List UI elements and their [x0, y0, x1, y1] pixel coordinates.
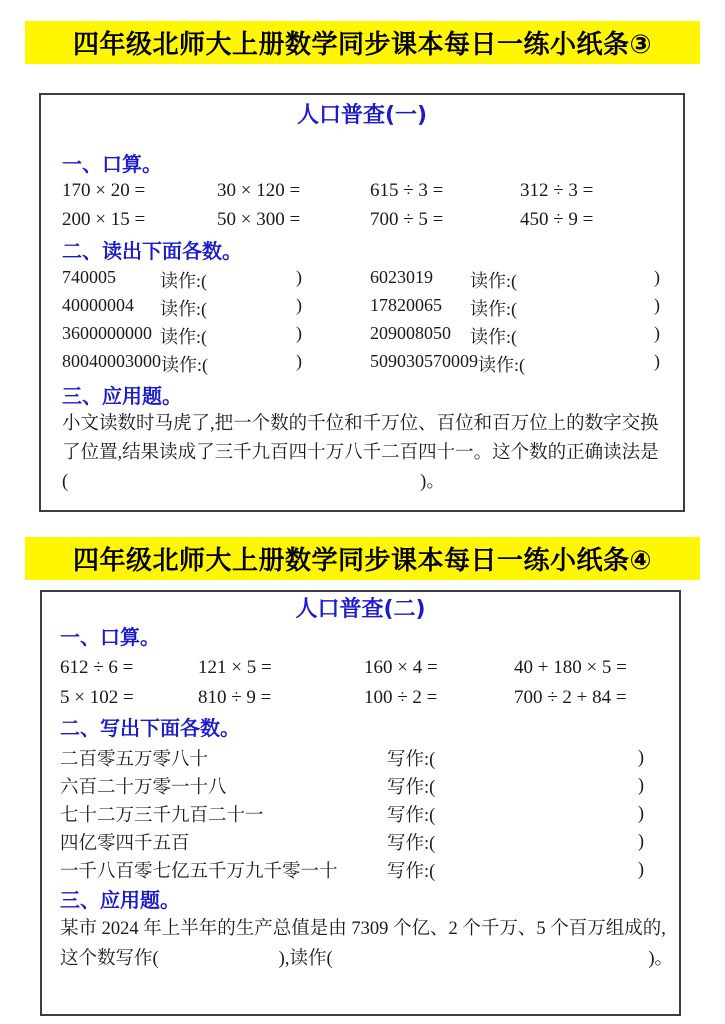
answer-blank	[60, 944, 673, 974]
oral-problem: 50 × 300 =	[217, 208, 301, 230]
worksheet-2-title: 人口普查(二)	[295, 597, 426, 622]
read-label: 读作:(	[161, 355, 208, 375]
oral-problem: 121 × 5 =	[198, 657, 272, 678]
write-row	[60, 856, 644, 884]
read-label: 读作:(	[160, 299, 207, 319]
worksheet-1-title: 人口普查(一)	[296, 103, 428, 128]
word-problem-line: 某市 2024 年上半年的生产总值是由 7309 个亿、2 个千万、5 个百万组成的,	[60, 919, 666, 939]
write-label: 写作:(	[387, 806, 436, 826]
banner-slip-3-text: 四年级北师大上册数学同步课本每日一练小纸条③	[72, 30, 652, 60]
section-heading-oral-1: 一、口算。	[62, 152, 162, 176]
number-to-read: 80040003000	[62, 351, 161, 371]
close-paren: )	[296, 295, 302, 315]
answer-blank	[62, 468, 677, 497]
word-problem-2	[60, 914, 673, 974]
worksheet-2	[40, 590, 681, 1016]
section-heading-oral-2: 一、口算。	[60, 625, 160, 649]
number-in-words: 六百二十万零一十八	[60, 778, 227, 798]
write-label: 写作:(	[387, 834, 436, 854]
number-to-read: 209008050	[370, 323, 451, 343]
section-heading-read: 二、读出下面各数。	[62, 239, 242, 263]
oral-problem: 30 × 120 =	[217, 179, 301, 201]
close-paren: )	[654, 351, 660, 371]
word-problem-line: 小文读数时马虎了,把一个数的千位和千万位、百位和百万位上的数字交换	[62, 414, 659, 434]
number-to-read: 509030570009	[370, 351, 478, 371]
number-to-read: 3600000000	[62, 323, 152, 343]
read-label: 读作:(	[478, 355, 525, 375]
number-to-read: 740005	[62, 267, 116, 287]
close-paren: )	[296, 323, 302, 343]
write-label: 写作:(	[387, 778, 436, 798]
banner-slip-4	[25, 537, 700, 580]
read-row	[62, 322, 660, 350]
read-label: 读作:(	[160, 327, 207, 347]
number-to-read: 40000004	[62, 295, 134, 315]
section-heading-word-2: 三、应用题。	[60, 888, 180, 912]
read-label: 读作:(	[470, 271, 517, 291]
oral-problem: 40 + 180 × 5 =	[514, 657, 627, 678]
oral-problem: 615 ÷ 3 =	[370, 179, 444, 201]
number-in-words: 四亿零四千五百	[60, 834, 190, 854]
oral-problem: 170 × 20 =	[62, 179, 146, 201]
close-paren: )。	[648, 949, 673, 969]
close-paren: )	[296, 267, 302, 287]
section-heading-write: 二、写出下面各数。	[60, 716, 240, 740]
oral-row	[60, 653, 661, 683]
number-in-words: 二百零五万零八十	[60, 750, 209, 770]
write-label: 写作:(	[387, 862, 436, 882]
write-row	[60, 772, 644, 800]
word-problem-line: 了位置,结果读成了三千九百四十万八千二百四十一。这个数的正确读法是	[62, 443, 659, 463]
close-paren: )	[654, 295, 660, 315]
oral-row	[62, 205, 665, 234]
oral-problem: 100 ÷ 2 =	[364, 687, 438, 708]
number-to-read: 17820065	[370, 295, 442, 315]
close-paren: )	[637, 859, 644, 880]
worksheet-1	[39, 93, 685, 512]
section-heading-word-1: 三、应用题。	[62, 384, 182, 408]
oral-problem: 200 × 15 =	[62, 208, 146, 230]
close-paren: )	[637, 747, 644, 768]
close-paren: )	[637, 831, 644, 852]
write-label: 写作:(	[387, 750, 436, 770]
word-problem-1	[62, 410, 677, 497]
close-paren: )。	[420, 472, 445, 492]
read-label: 读作:(	[470, 299, 517, 319]
read-row	[62, 350, 660, 378]
write-row	[60, 800, 644, 828]
oral-row	[60, 683, 661, 713]
close-paren: )	[654, 267, 660, 287]
number-in-words: 一千八百零七亿五千万九千零一十	[60, 862, 338, 882]
oral-problem: 810 ÷ 9 =	[198, 687, 272, 708]
oral-row	[62, 176, 665, 205]
write-answer-open: 这个数写作(	[60, 949, 159, 969]
close-paren: )	[296, 351, 302, 371]
banner-slip-3	[25, 21, 700, 64]
oral-problem: 700 ÷ 5 =	[370, 208, 444, 230]
banner-slip-4-text: 四年级北师大上册数学同步课本每日一练小纸条④	[72, 546, 652, 576]
read-row	[62, 294, 660, 322]
number-in-words: 七十二万三千九百二十一	[60, 806, 264, 826]
write-row	[60, 828, 644, 856]
oral-problem: 5 × 102 =	[60, 687, 134, 708]
read-label: 读作:(	[470, 327, 517, 347]
close-paren: )	[654, 323, 660, 343]
read-answer-open: ),读作(	[278, 949, 333, 969]
open-paren: (	[62, 472, 69, 492]
oral-problem: 700 ÷ 2 + 84 =	[514, 687, 627, 708]
close-paren: )	[637, 803, 644, 824]
read-row	[62, 266, 660, 294]
close-paren: )	[637, 775, 644, 796]
read-label: 读作:(	[160, 271, 207, 291]
oral-problem: 312 ÷ 3 =	[520, 179, 594, 201]
write-row	[60, 744, 644, 772]
oral-problem: 160 × 4 =	[364, 657, 438, 678]
number-to-read: 6023019	[370, 267, 433, 287]
oral-problem: 612 ÷ 6 =	[60, 657, 134, 678]
oral-problem: 450 ÷ 9 =	[520, 208, 594, 230]
